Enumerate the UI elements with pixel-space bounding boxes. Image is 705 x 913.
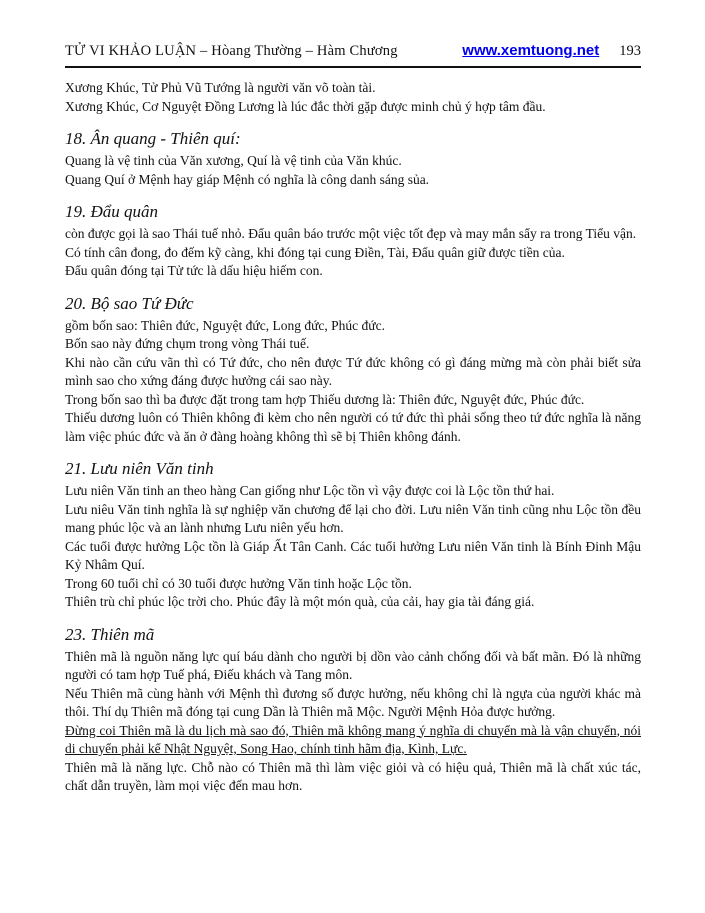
paragraph: Trong bốn sao thì ba được đặt trong tam hợp Thiếu dương là: Thiên đức, Nguyệt đức, Phúc đức. [65,391,585,407]
section-paragraphs [65,225,641,281]
section-heading: 21. Lưu niên Văn tinh [65,459,214,478]
paragraph: gồm bốn sao: Thiên đức, Nguyệt đức, Long đức, Phúc đức. [65,317,385,333]
paragraph: Lưu niên Văn tinh an theo hàng Can giống như Lộc tồn vì vậy được coi là Lộc tồn thứ hai. [65,483,555,498]
section-paragraphs [65,79,641,116]
section [65,128,641,189]
website-link[interactable]: www.xemtuong.net [462,42,600,59]
paragraph: Xương Khúc, Tử Phủ Vũ Tướng là người văn võ toàn tài. [65,80,376,95]
paragraph: Thiên mã là năng lực. Chỗ nào có Thiên mã thì làm việc giỏi và có hiệu quả, Thiên mã là chất xúc tác, chất dẫn truyền, làm mọi việc đến mau hơn. [65,759,641,793]
section [65,458,641,612]
paragraph: Bốn sao này đứng chụm trong vòng Thái tuế. [65,336,310,351]
section-paragraphs [65,317,641,447]
section-paragraphs [65,648,641,796]
section-paragraphs [65,482,641,612]
section [65,79,641,116]
paragraph: Đừng coi Thiên mã là du lịch mà sao đó, Thiên mã không mang ý nghĩa di chuyển mà là vận chuyển, nói di chuyển phải kể Nhật Nguyệt, Song Hao, chính tinh hãm địa, Kình, Lực. [65,722,641,756]
section-heading: 20. Bộ sao Tứ Đức [65,293,194,313]
section [65,201,641,281]
paragraph: Thiên trù chỉ phúc lộc trời cho. Phúc đây là một món quà, của cải, hay gia tài đáng giá. [65,594,535,609]
paragraph: Có tính cân đong, đo đếm kỹ càng, khi đóng tại cung Điền, Tài, Đẩu quân giữ được tiền của. [65,244,565,260]
paragraph: Thiên mã là nguồn năng lực quí báu dành cho người bị dồn vào cảnh chống đối và bất mãn. Đó là những người có tam hợp Tuế phá, Điếu khách và Tang môn. [65,648,641,682]
paragraph: Đẩu quân đóng tại Tử tức là dấu hiệu hiếm con. [65,263,323,278]
section-heading: 18. Ân quang - Thiên quí: [65,129,241,148]
paragraph: Quang Quí ở Mệnh hay giáp Mệnh có nghĩa là công danh sáng sủa. [65,171,430,187]
paragraph: Các tuổi được hưởng Lộc tồn là Giáp Ất Tân Canh. Các tuổi hưởng Lưu niên Văn tinh là Bính Đinh Mậu Kỷ Nhâm Quí. [65,538,641,572]
paragraph: Xương Khúc, Cơ Nguyệt Đồng Lương là lúc đắc thời gặp được minh chủ ý hợp tâm đầu. [65,98,546,114]
header-title: TỬ VI KHẢO LUẬN – Hòang Thường – Hàm Chương [65,43,398,59]
section [65,624,641,796]
header-rule [65,66,641,68]
paragraph: Nếu Thiên mã cùng hành với Mệnh thì đương số được hưởng, nếu không chỉ là ngựa của người khác mà thôi. Thí dụ Thiên mã đóng tại cung Dần là Thiên mã Mộc. Người Mệnh Hỏa được hưởng. [65,685,641,719]
page-header [65,42,641,60]
section [65,293,641,447]
paragraph: Khi nào cần cứu vãn thì có Tứ đức, cho nên được Tứ đức không có gì đáng mừng mà còn phải biết sửa mình sao cho xứng đáng được hưởng cái sao này. [65,354,641,388]
section-heading: 19. Đẩu quân [65,202,159,221]
paragraph: Quang là vệ tinh của Văn xương, Quí là vệ tinh của Văn khúc. [65,153,402,168]
section-paragraphs [65,152,641,189]
document-body [65,79,641,796]
paragraph: Trong 60 tuổi chỉ có 30 tuổi được hưởng Văn tinh hoặc Lộc tồn. [65,575,412,591]
page-number: 193 [619,43,641,59]
section-heading: 23. Thiên mã [65,624,155,644]
paragraph: Lưu niêu Văn tinh nghĩa là sự nghiệp văn chương để lại cho đời. Lưu niên Văn tinh cũng nhu Lộc tồn đều mang phúc lộc và an lành nhưng Lưu niên yếu hơn. [65,501,641,535]
paragraph: còn được gọi là sao Thái tuế nhỏ. Đẩu quân báo trước một việc tốt đẹp và may mắn sẩy ra trong Tiểu vận. [65,226,637,241]
paragraph: Thiếu dương luôn có Thiên không đi kèm cho nên người có tứ đức thì phải sống theo tứ đức nghĩa là năng làm việc phúc đức và ăn ở đàng hoàng không thì sẽ bị Thiên không đánh. [65,410,641,444]
